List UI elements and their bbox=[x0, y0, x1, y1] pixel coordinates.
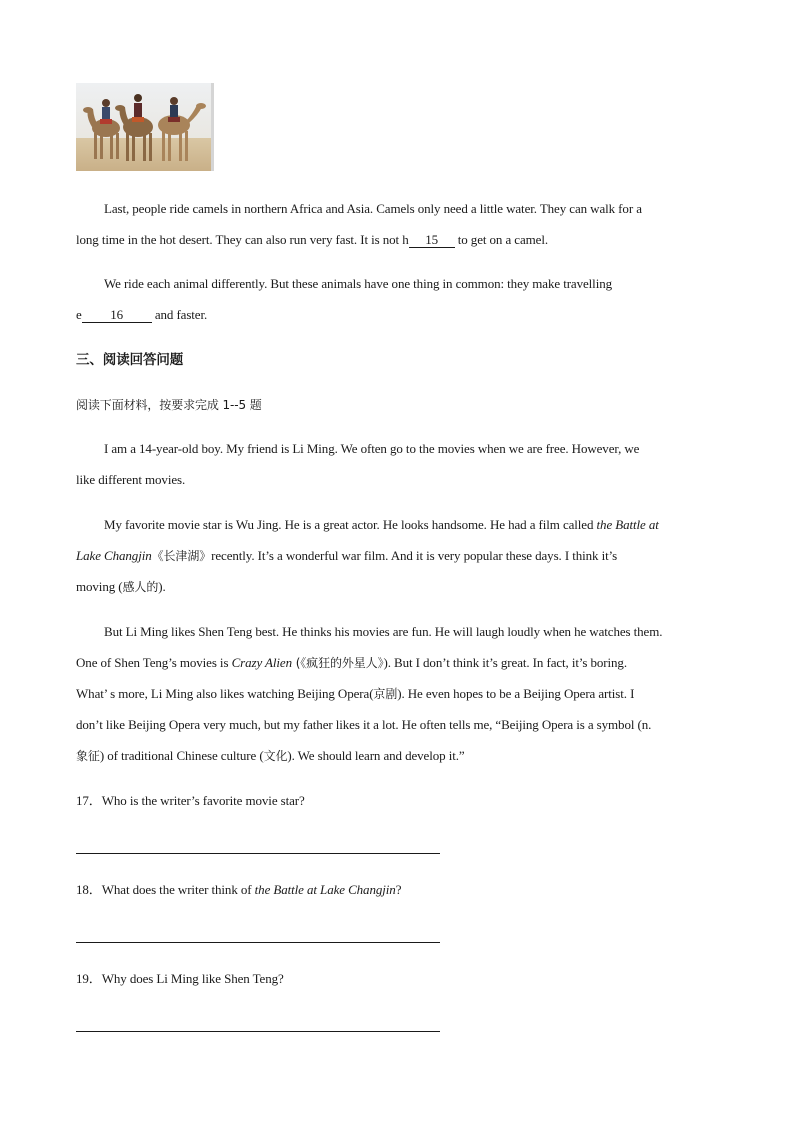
question-17 bbox=[76, 792, 305, 810]
answer-blank-16[interactable]: 16 bbox=[82, 307, 152, 323]
reading-p2-line-3 bbox=[76, 578, 166, 596]
reading-p3-line-3 bbox=[76, 685, 634, 703]
question-19 bbox=[76, 970, 284, 988]
passage-summary-line-2 bbox=[76, 306, 207, 324]
passage-summary-line-1: We ride each animal differently. But these animals have one thing in common: they make travelling bbox=[104, 276, 613, 291]
text-segment: ). But I don’t think it’s great. In fact, it’s boring. bbox=[383, 655, 627, 670]
reading-p3-line-5 bbox=[76, 747, 465, 765]
question-number: 19． bbox=[76, 971, 102, 986]
text-segment: One of Shen Teng’s movies is bbox=[76, 655, 232, 670]
reading-p2-line-1 bbox=[104, 516, 659, 534]
answer-line-19[interactable] bbox=[76, 1031, 440, 1032]
question-text: Who is the writer’s favorite movie star? bbox=[101, 793, 305, 808]
answer-line-18[interactable] bbox=[76, 942, 440, 943]
text-segment: ). bbox=[158, 579, 166, 594]
camel-photo bbox=[76, 83, 214, 171]
film-title: Lake Changjin bbox=[76, 548, 152, 563]
gloss-chinese: 象征 bbox=[76, 749, 100, 763]
question-text: What does the writer think of bbox=[101, 882, 255, 897]
text-segment: e bbox=[76, 307, 82, 322]
text-segment: ). He even hopes to be a Beijing Opera artist. I bbox=[397, 686, 635, 701]
text-segment: My favorite movie star is Wu Jing. He is a great actor. He looks handsome. He had a film called bbox=[104, 517, 597, 532]
text-segment: What’ s more, Li Ming also likes watching Beijing Opera( bbox=[76, 686, 374, 701]
question-text: Why does Li Ming like Shen Teng? bbox=[101, 971, 284, 986]
camel-caravan-image bbox=[76, 83, 214, 171]
text-segment: ). We should learn and develop it.” bbox=[287, 748, 465, 763]
question-number: 18． bbox=[76, 882, 102, 897]
text-segment: ) of traditional Chinese culture ( bbox=[99, 748, 264, 763]
passage-camel-line-2 bbox=[76, 231, 548, 249]
section-instruction: 阅读下面材料，按要求完成 1--5 题 bbox=[76, 398, 262, 412]
text-segment: moving ( bbox=[76, 579, 123, 594]
reading-p2-line-2 bbox=[76, 547, 617, 565]
text-segment: recently. It’s a wonderful war film. And it is very popular these days. I think it’s bbox=[211, 548, 618, 563]
reading-p3-line-1: But Li Ming likes Shen Teng best. He thinks his movies are fun. He will laugh loudly when he watches them. bbox=[104, 624, 663, 639]
answer-line-17[interactable] bbox=[76, 853, 440, 854]
film-title: Crazy Alien bbox=[231, 655, 292, 670]
film-title-chinese: 《长津湖》 bbox=[151, 549, 212, 563]
text-segment: and faster. bbox=[151, 307, 208, 322]
question-number: 17． bbox=[76, 793, 102, 808]
question-text: ? bbox=[395, 882, 402, 897]
film-title: the Battle at bbox=[596, 517, 659, 532]
gloss-chinese: 京剧 bbox=[373, 687, 398, 701]
reading-p3-line-4: don’t like Beijing Opera very much, but my father likes it a lot. He often tells me, “Beijing Opera is a symbol (n. bbox=[76, 717, 652, 732]
passage-camel-line-1: Last, people ride camels in northern Africa and Asia. Camels only need a little water. They can walk for a bbox=[104, 201, 642, 216]
text-segment: to get on a camel. bbox=[454, 232, 548, 247]
section-heading: 三、阅读回答问题 bbox=[76, 352, 184, 368]
question-18 bbox=[76, 881, 401, 899]
film-title-chinese: (《疯狂的外星人》 bbox=[291, 656, 384, 670]
reading-p1-line-2: like different movies. bbox=[76, 472, 186, 487]
text-segment: long time in the hot desert. They can also run very fast. It is not h bbox=[76, 232, 409, 247]
gloss-chinese: 感人的 bbox=[122, 580, 159, 594]
gloss-chinese: 文化 bbox=[263, 749, 288, 763]
answer-blank-15[interactable]: 15 bbox=[409, 232, 455, 248]
reading-p1-line-1: I am a 14-year-old boy. My friend is Li Ming. We often go to the movies when we are free. However, we bbox=[104, 441, 640, 456]
film-title: the Battle at Lake Changjin bbox=[254, 882, 396, 897]
reading-p3-line-2 bbox=[76, 654, 627, 672]
